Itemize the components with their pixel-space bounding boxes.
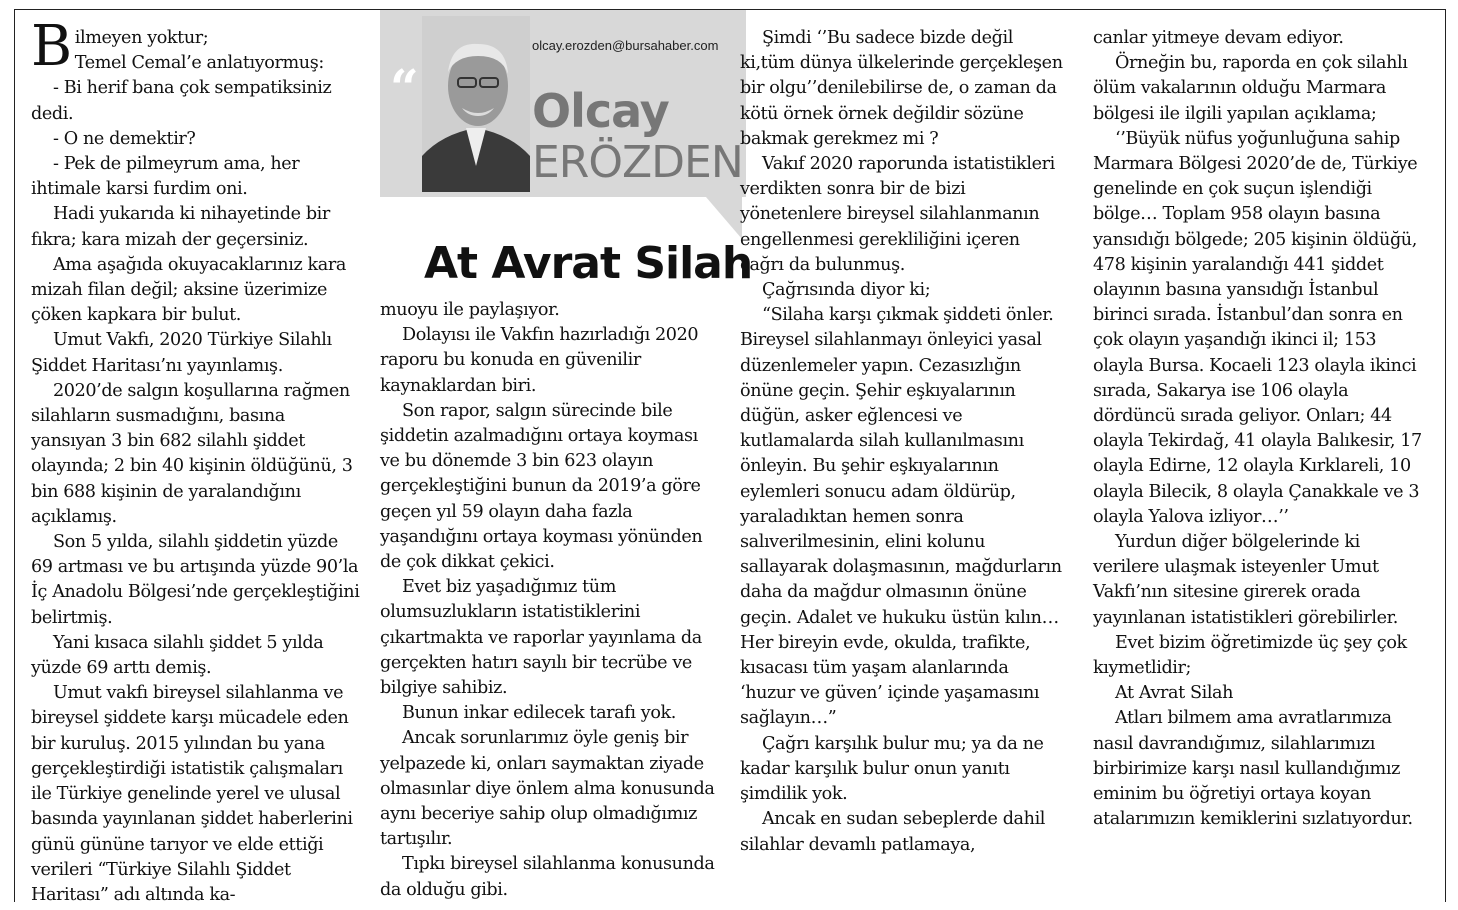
column-paragraph (31, 14, 361, 79)
drop-cap: B (31, 14, 72, 79)
column-paragraph: Örneğin bu, raporda en çok silahlı ölüm vakalarının olduğu Marmara bölgesi ile ilgili yapılan açıklama; (1093, 53, 1408, 124)
column-paragraph: ‘’Büyük nüfus yoğunluğuna sahip Marmara Bölgesi 2020’de de, Türkiye genelinde en çok suçun işlendiği bölge… Toplam 958 olayın basına yansıdığı bölgede; 205 kişinin öldüğü, 478 kişinin yaralandığı 441 şiddet olayının basına yansıdığı İstanbul birinci sırada. İstanbul’dan sonra en çok olayın yaşandığı ikinci il; 153 olayla Bursa. Kocaeli 123 olayla ikinci sırada, Sakarya ise 106 olayla dördüncü sırada geliyor. Onları; 44 olayla Tekirdağ, 41 olayla Balıkesir, 17 olayla Edirne, 12 olayla Kırklareli, 10 olayla Bilecik, 8 olayla Çanakkale ve 3 olayla Yalova izliyor…’’ (1093, 128, 1422, 527)
column-paragraph: canlar yitmeye devam ediyor. (1093, 28, 1344, 48)
column-paragraph: Tıpkı bireysel silahlanma konusunda da olduğu gibi. (380, 854, 715, 900)
column-paragraph: - O ne demektir? (53, 128, 196, 149)
column-paragraph: Son 5 yılda, silahlı şiddetin yüzde 69 artması ve bu artışında yüzde 90’la İç Anadolu Bölgesi’nde gerçekleştiğini belirtmiş. (31, 532, 360, 628)
column-paragraph: - Bi herif bana çok sempatiksiniz dedi. (31, 78, 332, 124)
column-paragraph: Atları bilmem ama avratlarımıza nasıl davrandığımız, silahlarımızı birbirimize karşı nasıl kullandığımız eminim bu öğretiyi ortaya koyan atalarımızın kemiklerini sızlatıyordur. (1093, 708, 1413, 830)
article-column-1 (31, 14, 361, 908)
column-paragraph: At Avrat Silah (1115, 683, 1234, 704)
column-paragraph: Evet biz yaşadığımız tüm olumsuzlukların istatistiklerini çıkartmakta ve raporlar yayınlama da gerçekten hatırı sayılı bir tecrübe ve bilgiye sahibiz. (380, 577, 702, 699)
speech-bubble-tail (706, 197, 742, 239)
author-photo (422, 16, 530, 192)
column-paragraph: “Silaha karşı çıkmak şiddeti önler. Bireysel silahlanmayı önleyici yasal düzenlemeler yapın. Cezasızlığın önüne geçin. Şehir eşkıyalarının düğün, asker eğlencesi ve kutlamalarda silah kullanılmasını önleyin. Bu şehir eşkıyalarının eylemleri sonucu adam öldürüp, yaraladıktan hemen sonra salıverilmesinin, elini kolunu sallayarak dolaşmasının, mağdurların daha da mağdur olmasının önüne geçin. Adalet ve hukuku üstün kılın… Her bireyin evde, okulda, trafikte, kısacası tüm yaşam alanlarında ‘huzur ve güven’ içinde yaşamasını sağlayın…” (740, 305, 1062, 729)
column-paragraph: Çağrı karşılık bulur mu; ya da ne kadar karşılık bulur onun yanıtı şimdilik yok. (740, 733, 1044, 805)
column-paragraph: - Pek de pilmeyrum ama, her ihtimale karsi furdim oni. (31, 154, 300, 200)
author-first-name: Olcay (532, 84, 669, 138)
column-paragraph: Yurdun diğer bölgelerinde ki verilere ulaşmak isteyenler Umut Vakfı’nın sitesine girerek orada yayınlanan istatistikleri görebilirler. (1093, 532, 1398, 628)
column-paragraph: Umut vakfı bireysel silahlanma ve bireysel şiddete karşı mücadele eden bir kuruluş. 2015 yılından bu yana gerçekleştirdiği istatistik çalışmaları ile Türkiye genelinde yerel ve ulusal basında yayınlanan şiddet haberlerini günü gününe tarıyor ve elde ettiği verileri “Türkiye Silahlı Şiddet Haritası” adı altında ka- (31, 683, 353, 905)
column-paragraph: Hadi yukarıda ki nihayetinde bir fıkra; kara mizah der geçersiniz. (31, 204, 330, 250)
column-paragraph: muoyu ile paylaşıyor. (380, 300, 560, 320)
column-paragraph: Vakıf 2020 raporunda istatistikleri verdikten sonra bir de bizi yönetenlere bireysel silahlanmanın engellenmesi gerekliliğini içeren çağrı da bulunmuş. (740, 154, 1055, 275)
paragraph-text: ilmeyen yoktur; Temel Cemal’e anlatıyormuş: (74, 28, 324, 74)
column-paragraph: Yani kısaca silahlı şiddet 5 yılda yüzde 69 arttı demiş. (31, 632, 324, 679)
column-paragraph: Dolayısı ile Vakfın hazırladığı 2020 raporu bu konuda en güvenilir kaynaklardan biri. (380, 325, 699, 396)
article-column-3 (740, 26, 1064, 858)
article-column-2 (380, 298, 716, 903)
column-paragraph: 2020’de salgın koşullarına rağmen silahların susmadığını, basına yansıyan 3 bin 682 silahlı şiddet olayında; 2 bin 40 kişinin öldüğünü, 3 bin 688 kişinin de yaralandığını açıklamış. (31, 380, 353, 527)
column-paragraph: Son rapor, salgın sürecinde bile şiddetin azalmadığını ortaya koyması ve bu dönemde 3 bin 623 olayın gerçekleştiğini bunun da 2019’a göre geçen yıl 59 olayın daha fazla yaşandığını ortaya koyması yönünden de çok dikkat çekici. (380, 400, 703, 573)
article-headline: At Avrat Silah (424, 238, 753, 289)
column-paragraph: Ancak sorunlarımız öyle geniş bir yelpazede ki, onları saymaktan ziyade olmasınlar diye önlem alma konusunda aynı beceriye sahip olup olmadığımız tartışılır. (380, 728, 715, 850)
author-email: olcay.erozden@bursahaber.com (532, 38, 719, 53)
quote-mark-icon: “ (390, 58, 419, 117)
column-paragraph: Umut Vakfı, 2020 Türkiye Silahlı Şiddet Haritası’nı yayınlamış. (31, 330, 332, 376)
article-column-4 (1093, 26, 1431, 833)
column-paragraph: Evet bizim öğretimizde üç şey çok kıymetlidir; (1093, 632, 1407, 679)
author-last-name: ERÖZDEN (532, 137, 743, 188)
column-paragraph: Şimdi ‘’Bu sadece bizde değil ki,tüm dünya ülkelerinde gerçekleşen bir olgu’’denilebilirse de, o zaman da kötü örnek örnek değildir sözüne bakmak gerekmez mi ? (740, 28, 1063, 149)
column-paragraph: Çağrısında diyor ki; (762, 280, 931, 301)
column-paragraph: Ama aşağıda okuyacaklarınız kara mizah filan değil; aksine üzerimize çöken kapkara bir bulut. (31, 254, 346, 326)
column-paragraph: Ancak en sudan sebeplerde dahil silahlar devamlı patlamaya, (740, 809, 1046, 855)
author-header (380, 10, 746, 232)
column-paragraph: Bunun inkar edilecek tarafı yok. (402, 703, 676, 724)
